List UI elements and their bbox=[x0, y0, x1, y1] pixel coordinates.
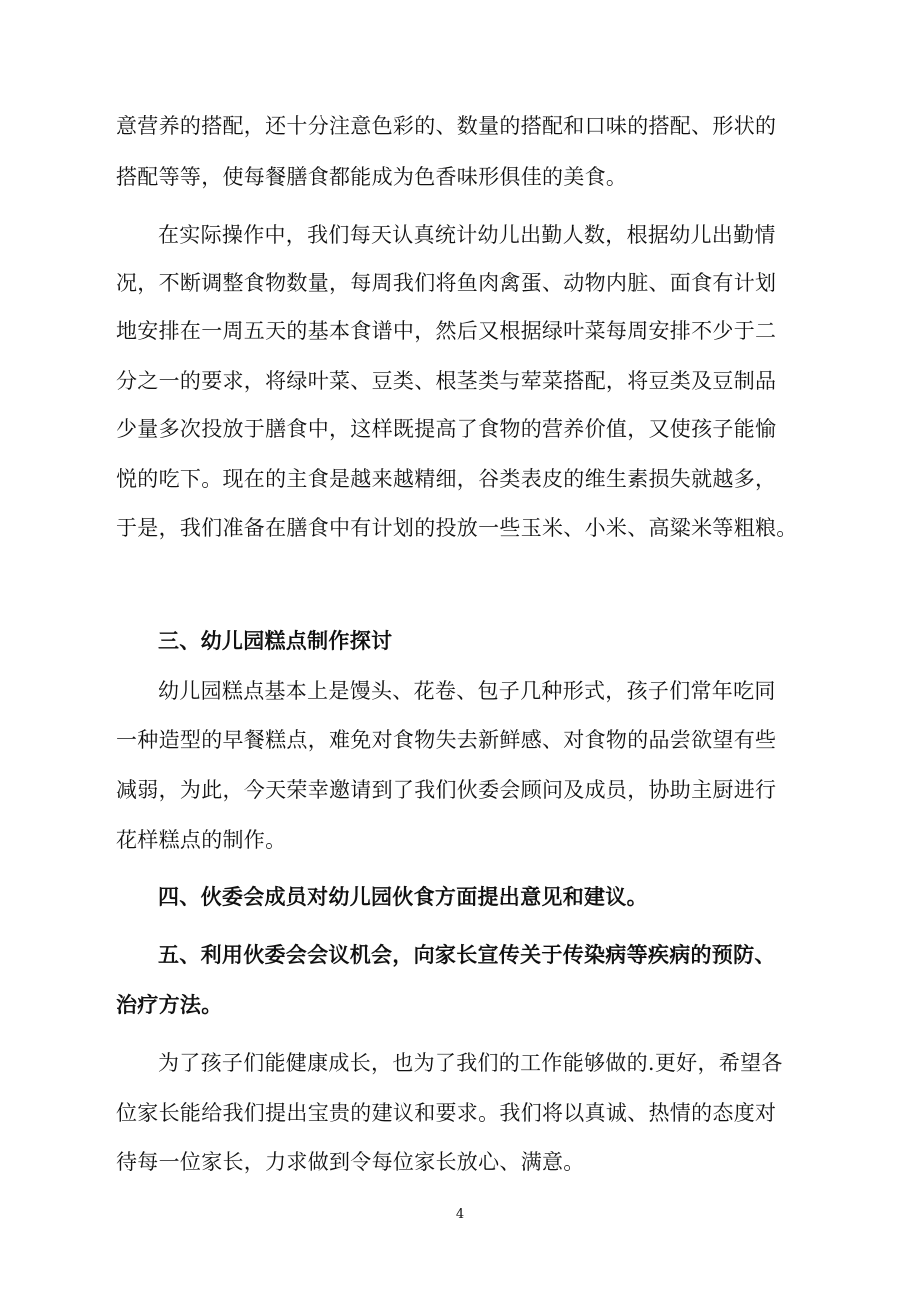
paragraph-1-line-1: 意营养的搭配，还十分注意色彩的、数量的搭配和口味的搭配、形状的 bbox=[116, 114, 777, 138]
paragraph-2-line-6: 悦的吃下。现在的主食是越来越精细，谷类表皮的维生素损失就越多， bbox=[116, 467, 777, 491]
paragraph-2-line-2: 况，不断调整食物数量，每周我们将鱼肉禽蛋、动物内脏、面食有计划 bbox=[116, 271, 777, 295]
paragraph-3-line-3: 减弱，为此，今天荣幸邀请到了我们伙委会顾问及成员，协助主厨进行 bbox=[116, 778, 777, 802]
paragraph-1-line-2: 搭配等等，使每餐膳食都能成为色香味形俱佳的美食。 bbox=[116, 165, 628, 189]
paragraph-3-line-2: 一种造型的早餐糕点，难免对食物失去新鲜感、对食物的品尝欲望有些 bbox=[116, 728, 777, 752]
closing-paragraph-line-1: 为了孩子们能健康成长，也为了我们的工作能够做的.更好，希望各 bbox=[158, 1051, 783, 1075]
paragraph-2-line-5: 少量多次投放于膳食中，这样既提高了食物的营养价值，又使孩子能愉 bbox=[116, 417, 777, 441]
section-heading-4: 四、伙委会成员对幼儿园伙食方面提出意见和建议。 bbox=[158, 884, 648, 909]
closing-paragraph-line-2: 位家长能给我们提出宝贵的建议和要求。我们将以真诚、热情的态度对 bbox=[116, 1101, 777, 1125]
paragraph-3-line-1: 幼儿园糕点基本上是馒头、花卷、包子几种形式，孩子们常年吃同 bbox=[158, 679, 776, 703]
section-heading-3: 三、幼儿园糕点制作探讨 bbox=[158, 628, 393, 653]
paragraph-3-line-4: 花样糕点的制作。 bbox=[116, 828, 287, 852]
paragraph-2-line-1: 在实际操作中，我们每天认真统计幼儿出勤人数，根据幼儿出勤情 bbox=[158, 223, 776, 247]
paragraph-2-line-4: 分之一的要求，将绿叶菜、豆类、根茎类与荤菜搭配，将豆类及豆制品 bbox=[116, 369, 777, 393]
paragraph-2-line-7: 于是，我们准备在膳食中有计划的投放一些玉米、小米、高粱米等粗粮。 bbox=[116, 516, 798, 540]
section-heading-5-line-1: 五、利用伙委会会议机会，向家长宣传关于传染病等疾病的预防、 bbox=[158, 942, 776, 967]
paragraph-2-line-3: 地安排在一周五天的基本食谱中，然后又根据绿叶菜每周安排不少于二 bbox=[116, 319, 777, 343]
closing-paragraph-line-3: 待每一位家长，力求做到令每位家长放心、满意。 bbox=[116, 1150, 585, 1174]
page-number: 4 bbox=[455, 1207, 465, 1222]
section-heading-5-line-2: 治疗方法。 bbox=[116, 992, 223, 1017]
